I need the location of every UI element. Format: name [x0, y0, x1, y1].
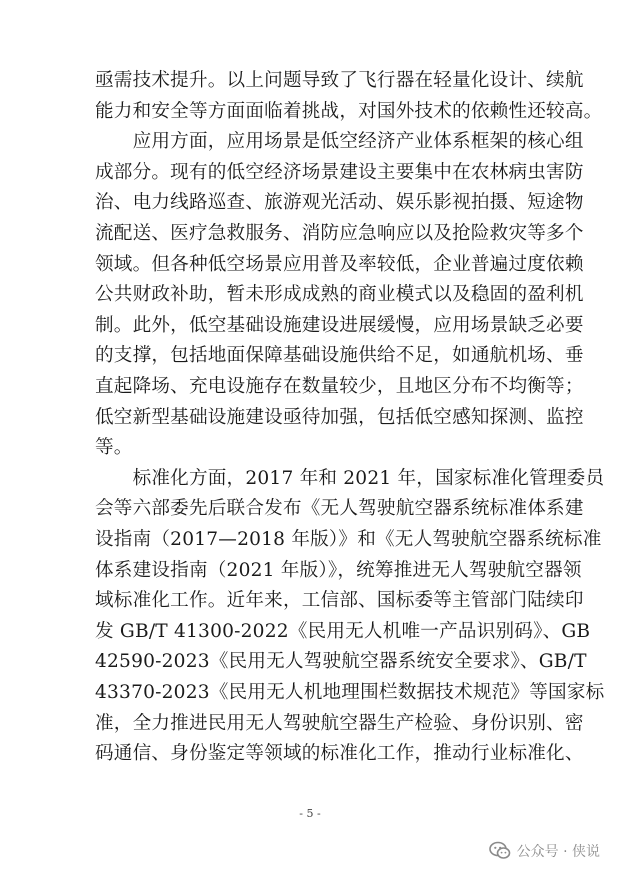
- text-line: 码通信、身份鉴定等领域的标准化工作，推动行业标准化、: [95, 743, 584, 765]
- text-line: 能力和安全等方面面临着挑战，对国外技术的依赖性还较高。: [95, 100, 603, 122]
- text-line: 流配送、医疗急救服务、消防应急响应以及抢险救灾等多个: [95, 223, 584, 244]
- text-line: 低空新型基础设施建设亟待加强，包括低空感知探测、监控: [95, 406, 584, 428]
- text-line: 域标准化工作。近年来，工信部、国标委等主管部门陆续印: [95, 590, 584, 612]
- text-line: 设指南（2017—2018 年版）》和《无人驾驶航空器系统标准: [95, 529, 602, 550]
- text-line: 亟需技术提升。以上问题导致了飞行器在轻量化设计、续航: [95, 70, 584, 91]
- page-number: - 5 -: [299, 807, 321, 820]
- text-line: 领域。但各种低空场景应用普及率较低，企业普遍过度依赖: [95, 253, 584, 275]
- text-line: 标准化方面，2017 年和 2021 年，国家标准化管理委员: [95, 467, 605, 489]
- wechat-icon: [489, 841, 511, 861]
- watermark: [489, 838, 600, 864]
- text-line: 的支撑，包括地面保障基础设施供给不足，如通航机场、垂: [95, 345, 584, 367]
- text-line: 准，全力推进民用无人驾驶航空器生产检验、身份识别、密: [95, 712, 584, 734]
- text-line: 体系建设指南（2021 年版）》，统筹推进无人驾驶航空器领: [95, 559, 582, 581]
- watermark-text: 公众号 · 侠说: [516, 844, 600, 860]
- text-line: 等。: [95, 437, 133, 459]
- text-line: 直起降场、充电设施存在数量较少，且地区分布不均衡等；: [95, 376, 584, 397]
- text-line: 公共财政补助，暂未形成成熟的商业模式以及稳固的盈利机: [95, 284, 584, 306]
- text-line: 成部分。现有的低空经济场景建设主要集中在农林病虫害防: [95, 161, 584, 183]
- text-line: 治、电力线路巡查、旅游观光活动、娱乐影视拍摄、短途物: [95, 192, 584, 214]
- text-line: 制。此外，低空基础设施建设进展缓慢，应用场景缺乏必要: [95, 314, 584, 336]
- text-line: 42590-2023《民用无人驾驶航空器系统安全要求》、GB/T: [95, 651, 587, 673]
- text-line: 发 GB/T 41300-2022《民用无人机唯一产品识别码》、GB: [95, 620, 591, 642]
- text-line: 应用方面，应用场景是低空经济产业体系框架的核心组: [95, 131, 584, 153]
- text-line: 43370-2023《民用无人机地理围栏数据技术规范》等国家标: [95, 682, 605, 703]
- text-line: 会等六部委先后联合发布《无人驾驶航空器系统标准体系建: [95, 498, 584, 520]
